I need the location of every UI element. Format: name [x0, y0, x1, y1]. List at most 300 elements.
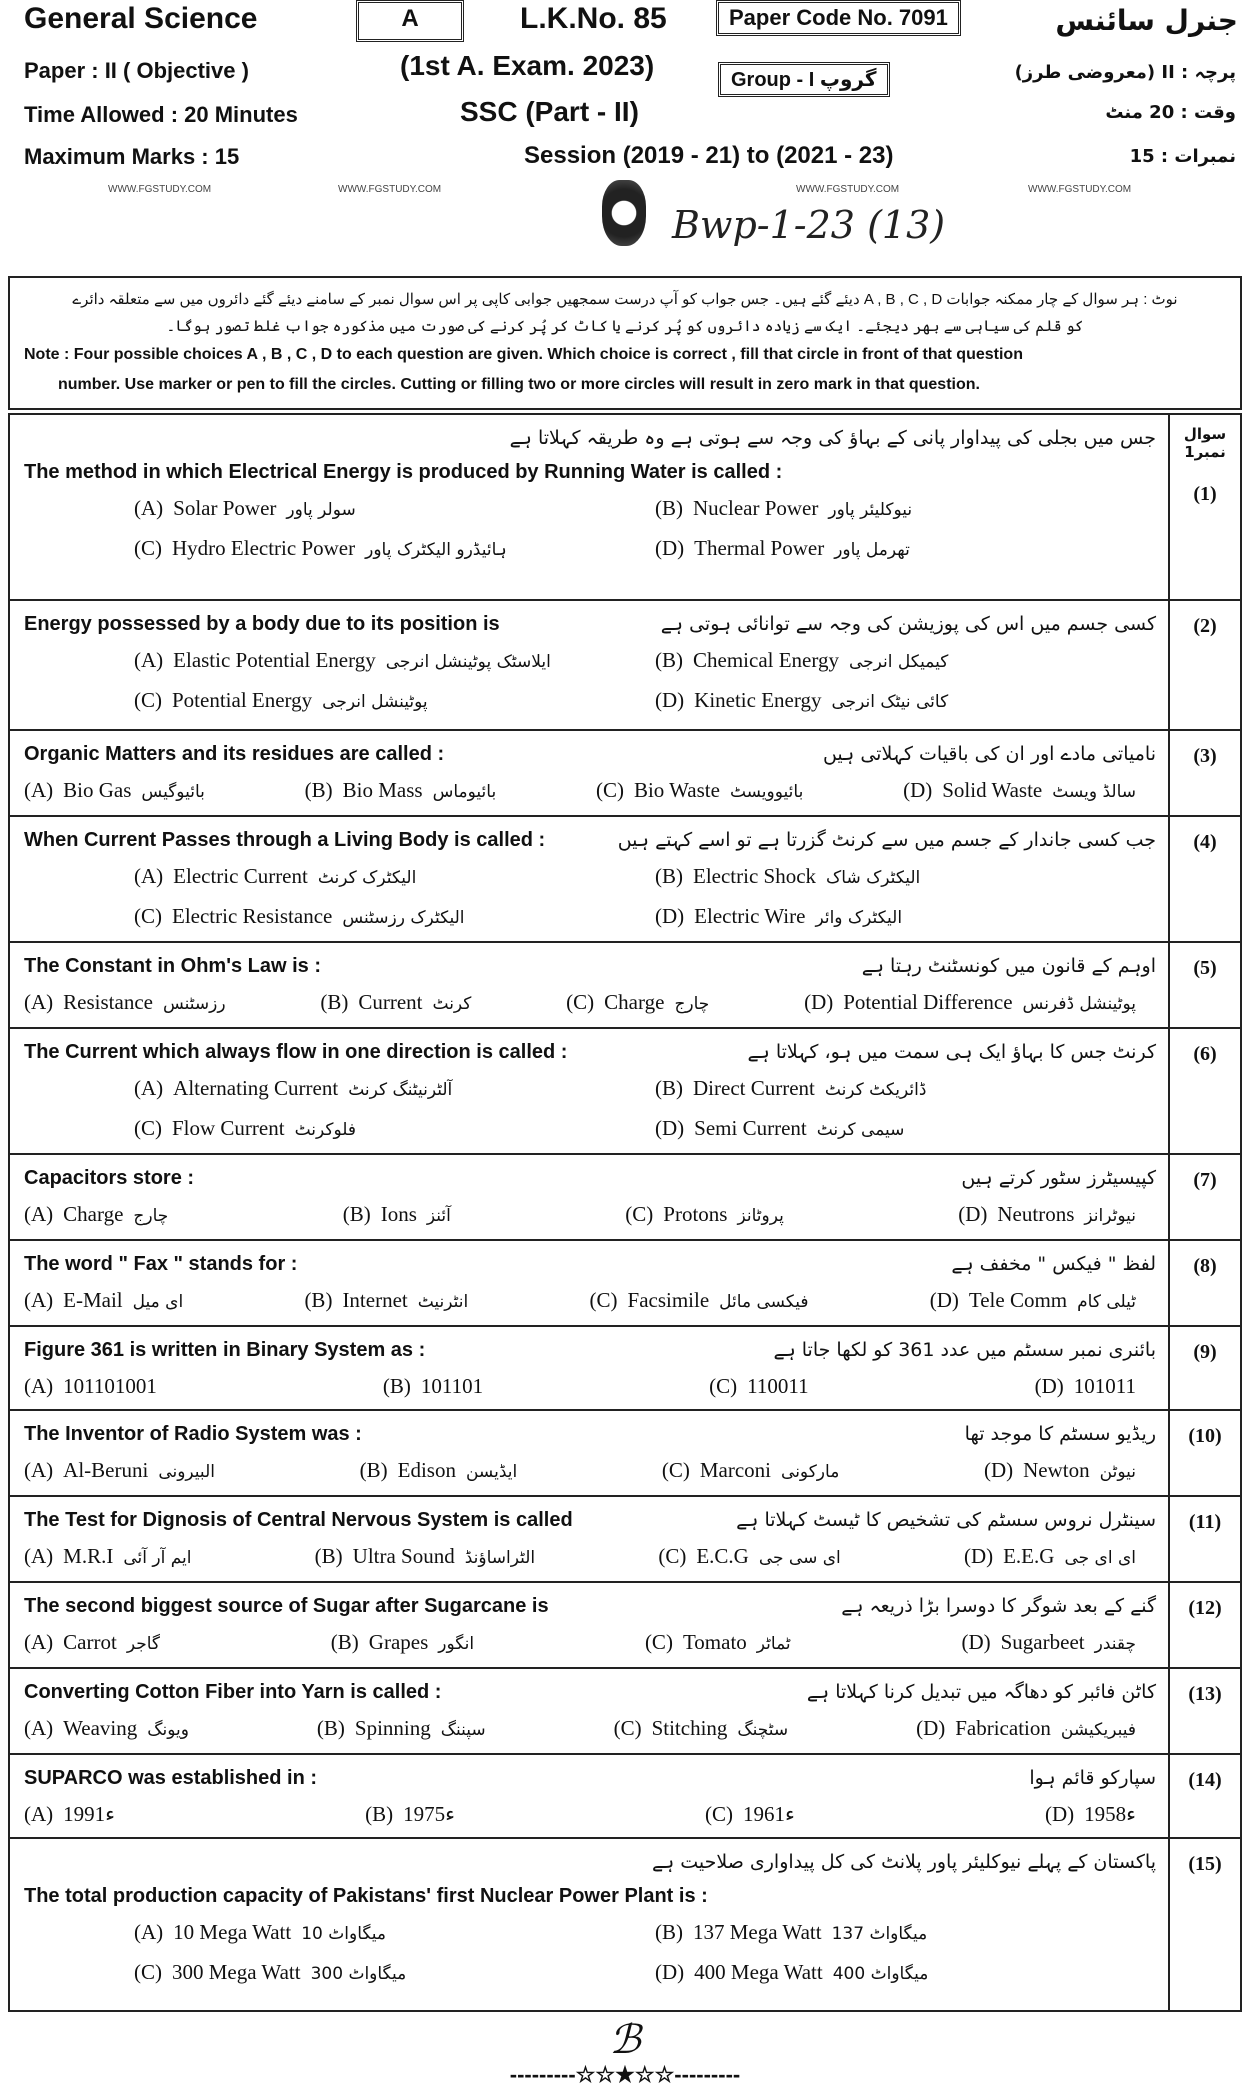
option-b	[655, 1913, 1156, 1953]
option-b	[655, 641, 1156, 681]
questions-table	[8, 413, 1242, 2012]
option-a	[24, 1281, 193, 1321]
note-english-line2: number. Use marker or pen to fill the circles. Cutting or filling two or more circles will result in zero mark in that question.	[58, 376, 980, 393]
option-letter: (A)	[24, 1458, 54, 1482]
question-number: (1)	[1193, 483, 1217, 505]
option-letter: (B)	[330, 1630, 359, 1654]
options	[24, 1795, 1156, 1833]
exam-name: (1st A. Exam. 2023)	[400, 50, 655, 81]
paper-type-urdu: پرچہ : II (معروضی طرز)	[1014, 62, 1236, 83]
option-letter: (D)	[804, 990, 834, 1014]
option-text-urdu: بائیوماس	[432, 782, 497, 802]
option-text: Internet	[342, 1288, 408, 1312]
options	[24, 857, 1156, 937]
session: Session (2019 - 21) to (2021 - 23)	[524, 142, 894, 169]
option-letter: (C)	[134, 1116, 162, 1140]
watermark: WWW.FGSTUDY.COM	[108, 184, 212, 195]
option-text: Potential Difference	[843, 990, 1013, 1014]
option-text-urdu: نیوٹن	[1099, 1462, 1136, 1482]
watermark: WWW.FGSTUDY.COM	[796, 184, 900, 195]
question-number: (3)	[1193, 745, 1217, 767]
option-a	[24, 1623, 170, 1663]
option-text: 101101001	[63, 1374, 157, 1398]
option-letter: (B)	[365, 1802, 394, 1826]
option-text-urdu: رزسٹنس	[162, 994, 226, 1014]
option-text: 101011	[1073, 1374, 1136, 1398]
option-b	[304, 1281, 478, 1321]
option-text-urdu: انٹرنیٹ	[417, 1292, 469, 1312]
option-text: Electric Wire	[694, 904, 806, 928]
option-text-urdu: 300 میگاواٹ	[310, 1964, 407, 1984]
group-box	[718, 62, 890, 97]
option-a	[134, 641, 635, 681]
option-letter: (D)	[963, 1544, 994, 1568]
option-letter: (C)	[709, 1374, 738, 1398]
option-text-urdu: فلوکرنٹ	[294, 1120, 357, 1140]
option-b	[360, 1451, 528, 1491]
option-letter: (D)	[655, 1960, 685, 1984]
option-text-urdu: 137 میگاواٹ	[831, 1924, 928, 1944]
question-row	[10, 601, 1240, 731]
option-a	[134, 1913, 635, 1953]
option-a	[134, 489, 635, 529]
handwritten-code: Bwp-1-23 (13)	[672, 203, 946, 247]
option-text: Bio Mass	[342, 778, 423, 802]
option-text-urdu: فیبریکیشن	[1060, 1720, 1136, 1740]
option-text: Alternating Current	[173, 1076, 339, 1100]
option-c	[134, 681, 635, 721]
question-row	[10, 1839, 1240, 2012]
option-text-urdu: پوٹینشل انرجی	[322, 692, 428, 712]
option-letter: (A)	[24, 1716, 54, 1740]
option-text: Charge	[604, 990, 665, 1014]
option-letter: (B)	[314, 1544, 343, 1568]
option-text-urdu: ای میل	[132, 1292, 184, 1312]
option-letter: (C)	[134, 536, 162, 560]
option-letter: (B)	[655, 864, 683, 888]
options	[24, 1709, 1156, 1749]
option-letter: (D)	[655, 904, 685, 928]
note-english-line1: Note : Four possible choices A , B , C , D to each question are given. Which choice is correct , fill that circle in front of that question	[24, 346, 1023, 363]
options	[24, 983, 1156, 1023]
option-text-urdu: سٹچنگ	[737, 1720, 789, 1740]
option-text: Direct Current	[693, 1076, 815, 1100]
board-seal-icon	[602, 180, 646, 246]
signature-icon: ℬ	[609, 2017, 641, 2063]
option-text: E.E.G	[1003, 1544, 1055, 1568]
option-text-urdu: گاجر	[126, 1634, 160, 1654]
question-row	[10, 1411, 1240, 1497]
option-d	[964, 1537, 1146, 1577]
question-row	[10, 943, 1240, 1029]
option-text: Neutrons	[997, 1202, 1075, 1226]
option-text: M.R.I	[63, 1544, 114, 1568]
paper-set: A	[356, 0, 464, 42]
option-text: Spinning	[354, 1716, 431, 1740]
question-number: (15)	[1188, 1853, 1222, 1875]
option-d	[903, 771, 1146, 811]
option-letter: (D)	[958, 1202, 988, 1226]
option-text-urdu: چقندر	[1094, 1634, 1136, 1654]
option-letter: (A)	[24, 1202, 54, 1226]
question-text: The Test for Dignosis of Central Nervous System is called	[24, 1509, 573, 1531]
option-text: 1975ء	[403, 1802, 455, 1826]
question-text: The method in which Electrical Energy is produced by Running Water is called :	[24, 461, 783, 483]
option-text: 1958ء	[1084, 1802, 1136, 1826]
exam-level: SSC (Part - II)	[460, 96, 639, 127]
paper-code: Paper Code No. 7091	[716, 0, 961, 36]
option-d	[930, 1281, 1146, 1321]
question-text-urdu: بائنری نمبر سسٹم میں عدد 361 کو لکھا جاتا ہے	[773, 1339, 1156, 1361]
option-text-urdu: 400 میگاواٹ	[832, 1964, 929, 1984]
option-d	[655, 529, 1156, 569]
option-letter: (B)	[655, 1920, 683, 1944]
option-d	[655, 1953, 1156, 1993]
option-text: 400 Mega Watt	[694, 1960, 823, 1984]
option-letter: (C)	[566, 990, 595, 1014]
option-text: Protons	[663, 1202, 728, 1226]
question-row	[10, 1669, 1240, 1755]
option-text: Electric Shock	[693, 864, 817, 888]
options	[24, 1451, 1156, 1491]
question-text-urdu: اوہم کے قانون میں کونسٹنٹ رہتا ہے	[861, 955, 1156, 977]
option-text-urdu: ای سی جی	[758, 1548, 841, 1568]
option-c	[134, 1953, 635, 1993]
question-text-urdu: جب کسی جاندار کے جسم میں سے کرنٹ گزرتا ہے تو اسے کہتے ہیں	[617, 829, 1156, 851]
option-letter: (A)	[24, 1374, 54, 1398]
options	[24, 771, 1156, 811]
option-text-urdu: الیکٹرک وائر	[815, 908, 903, 928]
option-text-urdu: انگور	[438, 1634, 475, 1654]
option-text-urdu: ایم آر آئی	[123, 1548, 192, 1568]
option-text: Resistance	[63, 990, 153, 1014]
question-row	[10, 1327, 1240, 1411]
subject-title-urdu: جنرل سائنس	[1055, 4, 1238, 37]
option-text: Bio Gas	[63, 778, 132, 802]
question-row	[10, 1029, 1240, 1155]
option-d	[984, 1451, 1146, 1491]
question-row	[10, 1755, 1240, 1839]
question-text: The Current which always flow in one direction is called :	[24, 1041, 568, 1063]
option-letter: (B)	[320, 990, 349, 1014]
option-d	[655, 1109, 1156, 1149]
option-text: Solid Waste	[942, 778, 1043, 802]
option-b	[305, 771, 507, 811]
option-text-urdu: آلٹرنیٹنگ کرنٹ	[348, 1080, 453, 1100]
option-c	[134, 529, 635, 569]
options	[24, 1069, 1156, 1149]
question-row	[10, 1497, 1240, 1583]
option-d	[1045, 1795, 1146, 1833]
option-letter: (B)	[359, 1458, 388, 1482]
option-letter: (D)	[655, 536, 685, 560]
option-text-urdu: الیکٹرک رزسٹنس	[342, 908, 465, 928]
question-text-urdu: کسی جسم میں اس کی پوزیشن کی وجہ سے توانائی ہوتی ہے	[660, 613, 1156, 635]
option-text: Al-Beruni	[63, 1458, 149, 1482]
question-text: The total production capacity of Pakistans' first Nuclear Power Plant is :	[24, 1885, 708, 1907]
option-text: Semi Current	[694, 1116, 807, 1140]
option-a	[24, 1367, 167, 1405]
note-urdu-line1: نوٹ : ہر سوال کے چار ممکنہ جوابات A , B , C , D دیئے گئے ہیں۔ جس جواب کو آپ درست سمجھیں جوابی کاپی پر اس سوال نمبر کے سامنے دیئے گئے دائروں میں سے متعلقہ دائرے	[72, 291, 1178, 308]
option-text-urdu: ٹماٹر	[756, 1634, 791, 1654]
option-letter: (D)	[916, 1716, 946, 1740]
question-text-urdu: سینٹرل نروس سسٹم کی تشخیص کا ٹیسٹ کہلاتا ہے	[736, 1509, 1156, 1531]
option-b	[655, 857, 1156, 897]
option-b	[320, 983, 481, 1023]
end-stars: ---------☆☆★☆☆---------	[509, 2062, 741, 2087]
option-letter: (C)	[589, 1288, 618, 1312]
option-text-urdu: ڈائریکٹ کرنٹ	[824, 1080, 927, 1100]
question-text-urdu: گنے کے بعد شوگر کا دوسرا بڑا ذریعہ ہے	[841, 1595, 1156, 1617]
option-a	[134, 1069, 635, 1109]
option-text: Ultra Sound	[352, 1544, 455, 1568]
question-text-urdu: پاکستان کے پہلے نیوکلیئر پاور پلانٹ کی کل پیداواری صلاحیت ہے	[651, 1851, 1156, 1873]
maximum-marks: Maximum Marks : 15	[24, 144, 240, 169]
option-text-urdu: ٹیلی کام	[1077, 1292, 1136, 1312]
question-text: Converting Cotton Fiber into Yarn is called :	[24, 1681, 442, 1703]
option-a	[24, 983, 236, 1023]
option-letter: (D)	[655, 1116, 685, 1140]
option-b	[655, 1069, 1156, 1109]
note-urdu-line2: کو قلم کی سیاہی سے بھر دیجئے۔ ایک سے زیادہ دائروں کو پُر کرنے یا کاٹ کر پُر کرنے کی صورت میں مذکورہ جواب غلط تصور ہوگا۔	[166, 318, 1084, 335]
option-b	[365, 1795, 465, 1833]
question-text-urdu: سپارکو قائم ہوا	[1029, 1767, 1156, 1789]
option-b	[317, 1709, 496, 1749]
option-text-urdu: نیوکلیئر پاور	[828, 500, 913, 520]
option-text-urdu: الیکٹرک شاک	[826, 868, 921, 888]
option-letter: (C)	[625, 1202, 654, 1226]
option-letter: (B)	[304, 1288, 333, 1312]
option-a	[24, 771, 215, 811]
option-c	[134, 1109, 635, 1149]
question-label-urdu: سوال نمبر1	[1183, 425, 1227, 461]
option-text: Marconi	[699, 1458, 772, 1482]
paper-type: Paper : II ( Objective )	[24, 58, 249, 83]
option-text: Kinetic Energy	[694, 688, 822, 712]
option-letter: (A)	[134, 496, 164, 520]
question-number: (6)	[1193, 1043, 1217, 1065]
options	[24, 1623, 1156, 1663]
instructions-box	[8, 276, 1242, 410]
question-text-urdu: کرنٹ جس کا بہاؤ ایک ہی سمت میں ہو، کہلاتا ہے	[747, 1041, 1156, 1063]
question-row	[10, 415, 1240, 601]
option-letter: (D)	[961, 1630, 991, 1654]
option-letter: (C)	[705, 1802, 734, 1826]
option-d	[1035, 1367, 1146, 1405]
option-a	[24, 1709, 199, 1749]
option-text: 1961ء	[743, 1802, 795, 1826]
option-text: Charge	[63, 1202, 124, 1226]
option-text: Elastic Potential Energy	[173, 648, 376, 672]
option-c	[590, 1281, 819, 1321]
option-text-urdu: چارج	[674, 994, 710, 1014]
question-number: (14)	[1188, 1769, 1222, 1791]
option-text: Edison	[397, 1458, 456, 1482]
question-text: SUPARCO was established in :	[24, 1767, 318, 1789]
option-text-urdu: تھرمل پاور	[834, 540, 910, 560]
option-letter: (C)	[613, 1716, 642, 1740]
option-text-urdu: مارکونی	[781, 1462, 840, 1482]
option-text-urdu: سیمی کرنٹ	[816, 1120, 905, 1140]
group-label: Group - I	[731, 69, 815, 91]
option-d	[804, 983, 1146, 1023]
question-text: The second biggest source of Sugar after Sugarcane is	[24, 1595, 549, 1617]
option-a	[134, 857, 635, 897]
option-text-urdu: پوٹینشل ڈفرنس	[1022, 994, 1136, 1014]
option-text-urdu: ایڈیسن	[465, 1462, 518, 1482]
option-letter: (D)	[903, 778, 933, 802]
option-text-urdu: سپننگ	[440, 1720, 486, 1740]
option-c	[662, 1451, 849, 1491]
option-b	[343, 1195, 461, 1235]
option-text-urdu: فیکسی مائل	[719, 1292, 809, 1312]
option-text: Facsimile	[627, 1288, 710, 1312]
question-number: (10)	[1188, 1425, 1222, 1447]
question-number: (13)	[1188, 1683, 1222, 1705]
option-d	[655, 897, 1156, 937]
question-row	[10, 817, 1240, 943]
options	[24, 1195, 1156, 1235]
time-allowed: Time Allowed : 20 Minutes	[24, 102, 298, 127]
option-letter: (C)	[595, 778, 624, 802]
question-number: (11)	[1188, 1511, 1222, 1533]
option-text-urdu: آئنز	[426, 1206, 451, 1226]
question-text-urdu: کاٹن فائبر کو دھاگہ میں تبدیل کرنا کہلاتا ہے	[806, 1681, 1156, 1703]
option-d	[655, 681, 1156, 721]
option-text: Ions	[380, 1202, 417, 1226]
option-text: 10 Mega Watt	[173, 1920, 292, 1944]
option-text: Current	[358, 990, 423, 1014]
question-text-urdu: جس میں بجلی کی پیداوار پانی کے بہاؤ کی وجہ سے ہوتی ہے وہ طریقہ کہلاتا ہے	[509, 427, 1156, 449]
option-text-urdu: ویونگ	[147, 1720, 189, 1740]
option-b	[655, 489, 1156, 529]
option-letter: (A)	[134, 648, 164, 672]
option-text-urdu: 10 میگاواٹ	[301, 1924, 387, 1944]
option-text-urdu: بائیوگیس	[141, 782, 205, 802]
option-b	[315, 1537, 546, 1577]
option-letter: (B)	[655, 496, 683, 520]
subject-title: General Science	[24, 2, 258, 35]
option-letter: (A)	[24, 778, 54, 802]
option-text: Potential Energy	[172, 688, 313, 712]
option-text-urdu: کیمیکل انرجی	[849, 652, 949, 672]
option-letter: (D)	[1044, 1802, 1075, 1826]
option-text-urdu: ایلاسٹک پوٹینشل انرجی	[385, 652, 551, 672]
option-text: Bio Waste	[633, 778, 720, 802]
option-letter: (A)	[24, 990, 54, 1014]
option-a	[24, 1195, 178, 1235]
option-text: Fabrication	[955, 1716, 1051, 1740]
option-text-urdu: کائی نیٹک انرجی	[831, 692, 949, 712]
option-a	[24, 1795, 125, 1833]
question-number: (7)	[1193, 1169, 1217, 1191]
option-letter: (A)	[24, 1630, 54, 1654]
option-text-urdu: پروٹانز	[737, 1206, 784, 1226]
option-text: Hydro Electric Power	[172, 536, 356, 560]
option-text-urdu: نیوٹرانز	[1084, 1206, 1136, 1226]
question-row	[10, 731, 1240, 817]
option-letter: (A)	[134, 1076, 164, 1100]
option-c	[596, 771, 813, 811]
option-text-urdu: الیکٹرک کرنٹ	[317, 868, 417, 888]
question-row	[10, 1155, 1240, 1241]
question-text: Organic Matters and its residues are called :	[24, 743, 445, 765]
option-a	[24, 1451, 225, 1491]
option-d	[961, 1623, 1146, 1663]
option-c	[134, 897, 635, 937]
question-row	[10, 1241, 1240, 1327]
option-c	[625, 1195, 794, 1235]
option-text-urdu: سولر پاور	[286, 500, 356, 520]
question-text: Energy possessed by a body due to its position is	[24, 613, 500, 635]
option-text: Chemical Energy	[693, 648, 839, 672]
question-number: (8)	[1193, 1255, 1217, 1277]
question-text: Capacitors store :	[24, 1167, 195, 1189]
options	[24, 1281, 1156, 1321]
option-text-urdu: الٹراساؤنڈ	[464, 1548, 536, 1568]
option-letter: (B)	[655, 1076, 683, 1100]
question-number: (5)	[1193, 957, 1217, 979]
option-letter: (C)	[134, 688, 162, 712]
option-text: Electric Current	[173, 864, 308, 888]
option-text-urdu: البیرونی	[158, 1462, 215, 1482]
option-letter: (B)	[382, 1374, 411, 1398]
option-text-urdu: چارج	[133, 1206, 169, 1226]
option-letter: (D)	[1034, 1374, 1064, 1398]
option-text-urdu: سالڈ ویسٹ	[1052, 782, 1136, 802]
option-letter: (A)	[134, 1920, 164, 1944]
option-c	[645, 1623, 801, 1663]
question-text: The Constant in Ohm's Law is :	[24, 955, 322, 977]
option-text: 110011	[747, 1374, 809, 1398]
option-b	[383, 1367, 493, 1405]
options	[24, 1537, 1156, 1577]
time-allowed-urdu: وقت : 20 منٹ	[1105, 102, 1236, 123]
question-text-urdu: ریڈیو سسٹم کا موجد تھا	[964, 1423, 1156, 1445]
option-c	[658, 1537, 850, 1577]
option-text: 137 Mega Watt	[693, 1920, 822, 1944]
option-letter: (A)	[24, 1544, 54, 1568]
option-letter: (C)	[644, 1630, 673, 1654]
footer	[0, 2012, 1250, 2088]
question-number: (4)	[1193, 831, 1217, 853]
option-letter: (B)	[342, 1202, 371, 1226]
question-text: When Current Passes through a Living Body is called :	[24, 829, 546, 851]
option-text-urdu: کرنٹ	[432, 994, 472, 1014]
group-label-urdu: گروپ	[819, 67, 877, 91]
options	[24, 1367, 1156, 1405]
option-text: Tele Comm	[968, 1288, 1068, 1312]
question-row	[10, 1583, 1240, 1669]
option-letter: (B)	[304, 778, 333, 802]
options	[24, 641, 1156, 721]
option-text: Thermal Power	[694, 536, 825, 560]
option-c	[709, 1367, 818, 1405]
option-text: Carrot	[63, 1630, 117, 1654]
option-text-urdu: بائیوویسٹ	[729, 782, 804, 802]
option-letter: (A)	[134, 864, 164, 888]
marks-urdu: نمبرات : 15	[1129, 146, 1236, 167]
question-text-urdu: لفظ " فیکس " مخفف ہے	[951, 1253, 1156, 1275]
body-content	[8, 276, 1242, 2088]
option-text: Solar Power	[173, 496, 277, 520]
option-text: 1991ء	[63, 1802, 116, 1826]
option-letter: (C)	[134, 1960, 162, 1984]
option-text: Newton	[1023, 1458, 1090, 1482]
option-a	[24, 1537, 201, 1577]
option-text: Grapes	[368, 1630, 429, 1654]
option-text-urdu: ای ای جی	[1064, 1548, 1136, 1568]
